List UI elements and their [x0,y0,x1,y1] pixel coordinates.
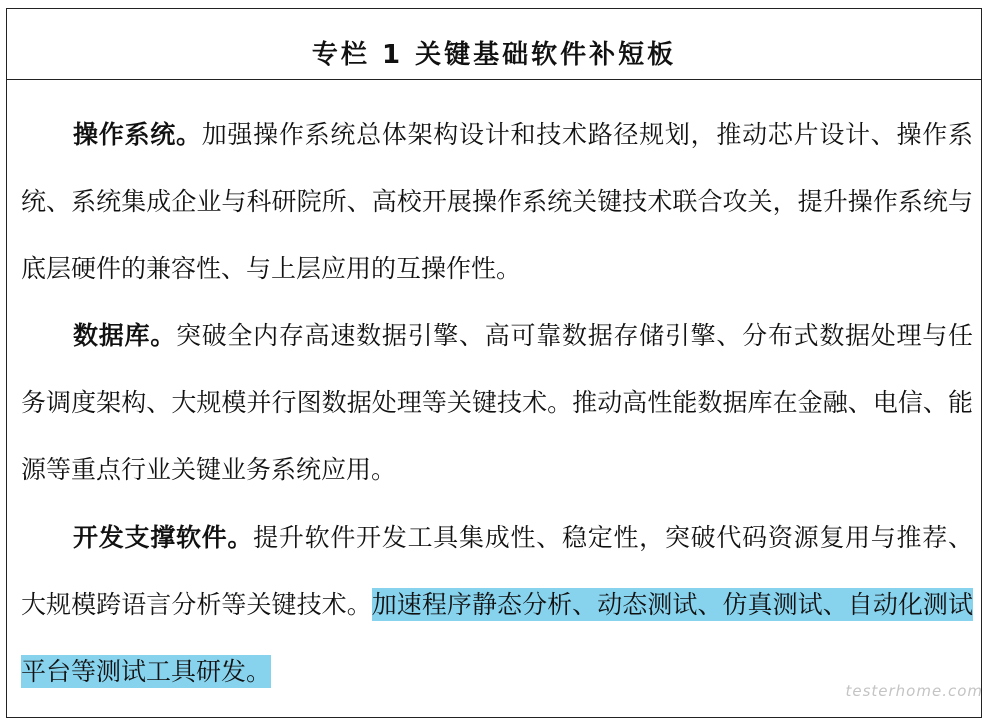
paragraph-body: 加强操作系统总体架构设计和技术路径规划，推动芯片设计、操作系统、系统集成企业与科研院所、高校开展操作系统关键技术联合攻关，提升操作系统与底层硬件的兼容性、与上层应用的互操作性。 [21,120,973,283]
paragraph-heading: 操作系统。 [73,120,202,149]
paragraph-heading: 数据库。 [73,321,176,350]
title-row [7,9,981,80]
paragraph-body: 提升软件开发工具集成性、稳定性，突破代码资源复用与推荐、大规模跨语言分析等关键技术。 [21,523,973,619]
paragraph-heading: 开发支撑软件。 [73,523,254,552]
column-title: 专栏 1 关键基础软件补短板 [311,40,677,70]
paragraph-dev-support-software [21,504,973,705]
paragraph-body: 突破全内存高速数据引擎、高可靠数据存储引擎、分布式数据处理与任务调度架构、大规模并行图数据处理等关键技术。推动高性能数据库在金融、电信、能源等重点行业关键业务系统应用。 [21,321,973,484]
paragraph-operating-system [21,101,973,302]
paragraph-database [21,302,973,503]
column-box [6,8,982,718]
highlighted-text: 加速程序静态分析、动态测试、仿真测试、自动化测试平台等测试工具研发。 [21,590,973,686]
watermark: testerhome.com [845,682,983,700]
